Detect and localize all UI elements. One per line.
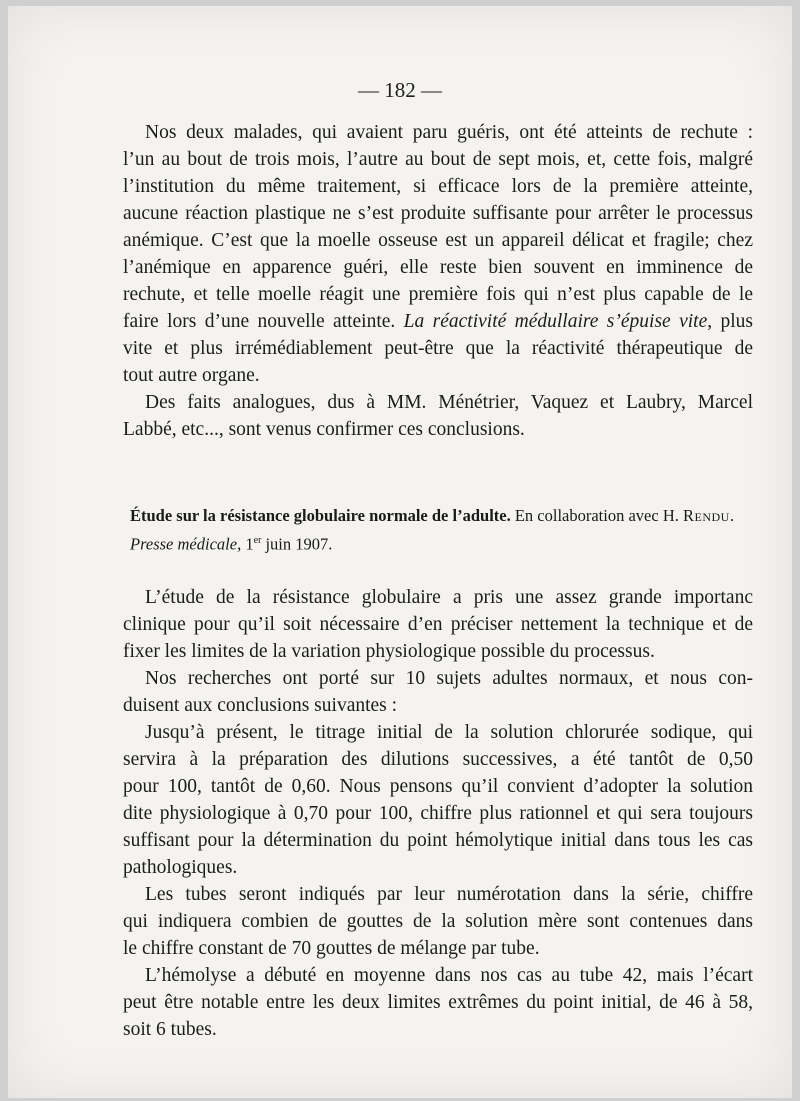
text-line: vite et plus irrémédiablement peut-être que la réactivité thérapeutique de xyxy=(123,338,753,359)
intro-paragraphs xyxy=(123,119,753,443)
text-line: qui indiquera combien de gouttes de la solution mère sont contenues dans xyxy=(123,911,753,932)
text-line: l’institution du même traitement, si efficace lors de la première atteinte, xyxy=(123,176,753,197)
text-line: pathologiques. xyxy=(123,857,238,878)
text-line: suffisant pour la détermination du point hémolytique initial dans tous les cas xyxy=(123,830,753,851)
entry-date-pre: , 1 xyxy=(237,534,254,554)
entry-heading xyxy=(130,503,760,528)
text-line: soit 6 tubes. xyxy=(123,1019,217,1040)
text-line: l’un au bout de trois mois, l’autre au bout de sept mois, et, cette fois, malgré xyxy=(123,149,753,170)
text-line: L’étude de la résistance globulaire a pris une assez grande importanc xyxy=(145,587,753,608)
text-line: clinique pour qu’il soit nécessaire d’en préciser nettement la technique et de xyxy=(123,614,753,635)
entry-collab-name: Rendu xyxy=(683,506,730,525)
entry-source xyxy=(130,528,760,553)
text-line: Nos recherches ont porté sur 10 sujets adultes normaux, et nous con- xyxy=(145,668,753,689)
text-run: , plus xyxy=(707,311,753,332)
text-line: Jusqu’à présent, le titrage initial de la solution chlorurée sodique, qui xyxy=(145,722,753,743)
entry-collab-end: . xyxy=(729,506,734,525)
text-line: Nos deux malades, qui avaient paru guéris, ont été atteints de rechute : xyxy=(145,122,753,143)
text-line xyxy=(123,308,753,335)
text-line: le chiffre constant de 70 gouttes de mélange par tube. xyxy=(123,938,540,959)
text-line: aucune réaction plastique ne s’est produite suffisante pour arrêter le processus xyxy=(123,203,753,224)
text-line: rechute, et telle moelle réagit une première fois qui n’est plus capable de le xyxy=(123,284,753,305)
text-line: Labbé, etc..., sont venus confirmer ces conclusions. xyxy=(123,419,525,440)
body-paragraphs xyxy=(123,584,753,1043)
bibliography-entry xyxy=(130,503,760,553)
text-line: fixer les limites de la variation physiologique possible du processus. xyxy=(123,641,655,662)
text-line: anémique. C’est que la moelle osseuse est un appareil délicat et fragile; chez xyxy=(123,230,753,251)
page-number: — 182 — xyxy=(358,78,442,102)
text-line: l’anémique en apparence guéri, elle reste bien souvent en imminence de xyxy=(123,257,753,278)
text-line: duisent aux conclusions suivantes : xyxy=(123,695,398,716)
text-line: pour 100, tantôt de 0,60. Nous pensons qu’il convient d’adopter la solution xyxy=(123,776,753,797)
entry-date-post: juin 1907. xyxy=(261,534,333,554)
entry-journal: Presse médicale xyxy=(130,534,238,554)
entry-collab: En collaboration avec H. xyxy=(510,506,683,525)
entry-title: Étude sur la résistance globulaire normale de l’adulte. xyxy=(130,506,511,525)
text-line: servira à la préparation des dilutions successives, a été tantôt de 0,50 xyxy=(123,749,753,770)
text-line: dite physiologique à 0,70 pour 100, chiffre plus rationnel et qui sera toujours xyxy=(123,803,753,824)
text-line: Les tubes seront indiqués par leur numérotation dans la série, chiffre xyxy=(145,884,753,905)
entry-date-sup: er xyxy=(253,535,262,546)
text-line: L’hémolyse a débuté en moyenne dans nos cas au tube 42, mais l’écart xyxy=(145,965,753,986)
text-line: tout autre organe. xyxy=(123,365,260,386)
text-line: Des faits analogues, dus à MM. Ménétrier, Vaquez et Laubry, Marcel xyxy=(145,392,753,413)
text-line: peut être notable entre les deux limites extrêmes du point initial, de 46 à 58, xyxy=(123,992,753,1013)
text-run: faire lors d’une nouvelle atteinte. xyxy=(123,311,404,332)
italic-phrase: La réactivité médullaire s’épuise vite xyxy=(403,311,708,332)
